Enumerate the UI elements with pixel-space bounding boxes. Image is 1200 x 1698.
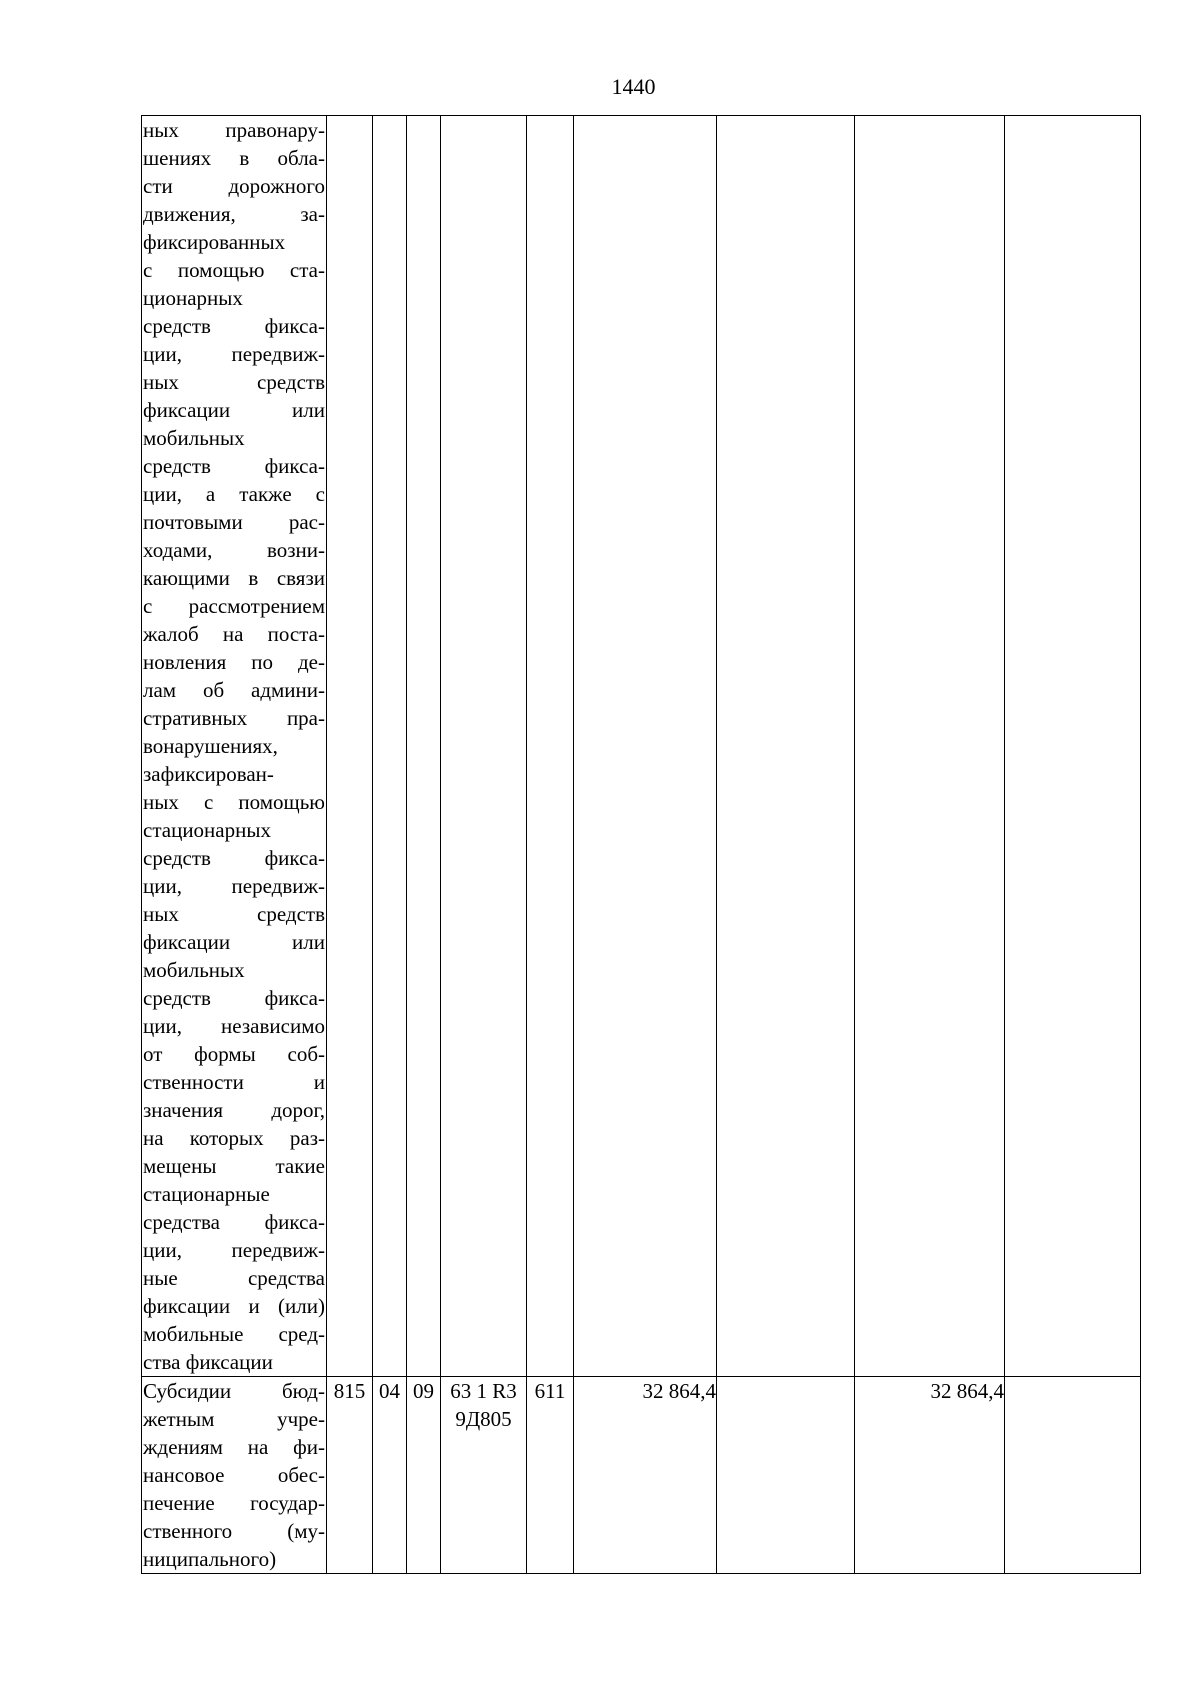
description-line: ции, а также с [143,482,325,506]
amount-col3-cell [855,116,1005,1377]
description-line: мобильных [143,426,245,450]
description-line: фиксации и (или) [143,1294,325,1318]
description-line: стационарных [143,818,271,842]
description-line: почтовыми рас- [143,510,325,534]
target-article-cell [441,116,527,1377]
amount-col3-cell: 32 864,4 [855,1377,1005,1574]
amount-total-cell: 32 864,4 [574,1377,717,1574]
description-line: жалоб на поста- [143,622,325,646]
section-cell: 04 [373,1377,407,1574]
description-line: ных средств [143,370,325,394]
description-line: ции, передвиж- [143,1238,325,1262]
amount-col2-cell [717,116,855,1377]
description-line: мобильные сред- [143,1322,325,1346]
description-line: стративных пра- [143,706,325,730]
amount-col2-cell [717,1377,855,1574]
description-line: ниципального) [143,1547,277,1571]
ministry-cell [327,116,373,1377]
target-article-line: 9Д805 [455,1407,512,1431]
description-line: ции, передвиж- [143,342,325,366]
description-line: жетным учре- [143,1407,325,1431]
description-line: с помощью ста- [143,258,325,282]
section-cell [373,116,407,1377]
description-line: ных правонару- [143,118,325,142]
description-line: ных с помощью [143,790,325,814]
description-line: стационарные [143,1182,270,1206]
description-cell [142,116,327,1377]
description-line: от формы соб- [143,1042,325,1066]
description-line: ции, передвиж- [143,874,325,898]
description-line: средства фикса- [143,1210,325,1234]
target-article-line: 63 1 R3 [450,1379,517,1403]
description-line: вонарушениях, [143,734,278,758]
description-line: ственности и [143,1070,325,1094]
description-line: средств фикса- [143,314,325,338]
description-line: средств фикса- [143,846,325,870]
expense-type-cell [527,116,574,1377]
description-line: кающими в связи [143,566,325,590]
description-line: значения дорог, [143,1098,325,1122]
description-line: ственного (му- [143,1519,325,1543]
description-line: печение государ- [143,1491,325,1515]
description-line: фиксации или [143,398,325,422]
description-line: мещены такие [143,1154,325,1178]
expense-type-cell: 611 [527,1377,574,1574]
description-line: новления по де- [143,650,325,674]
description-line: ции, независимо [143,1014,325,1038]
amount-col4-cell [1005,1377,1141,1574]
ministry-cell: 815 [327,1377,373,1574]
description-line: Субсидии бюд- [143,1379,325,1403]
amount-col4-cell [1005,116,1141,1377]
subsection-cell [407,116,441,1377]
description-line: ных средств [143,902,325,926]
description-line: сти дорожного [143,174,325,198]
description-line: средств фикса- [143,986,325,1010]
subsection-cell: 09 [407,1377,441,1574]
description-line: ждениям на фи- [143,1435,325,1459]
description-line: движения, за- [143,202,325,226]
description-cell [142,1377,327,1574]
budget-table [141,115,1141,1574]
description-line: лам об админи- [143,678,325,702]
description-line: с рассмотрением [143,594,325,618]
description-line: на которых раз- [143,1126,325,1150]
description-line: ные средства [143,1266,325,1290]
target-article-cell [441,1377,527,1574]
description-line: шениях в обла- [143,146,325,170]
description-line: мобильных [143,958,245,982]
description-line: фиксированных [143,230,286,254]
amount-total-cell [574,116,717,1377]
table-row [142,116,1141,1377]
description-line: нансовое обес- [143,1463,325,1487]
page-number: 1440 [611,74,656,99]
description-line: ства фиксации [143,1350,273,1374]
description-line: ходами, возни- [143,538,325,562]
description-line: средств фикса- [143,454,325,478]
description-line: зафиксирован- [143,762,274,786]
description-line: фиксации или [143,930,325,954]
description-line: ционарных [143,286,243,310]
table-row [142,1377,1141,1574]
